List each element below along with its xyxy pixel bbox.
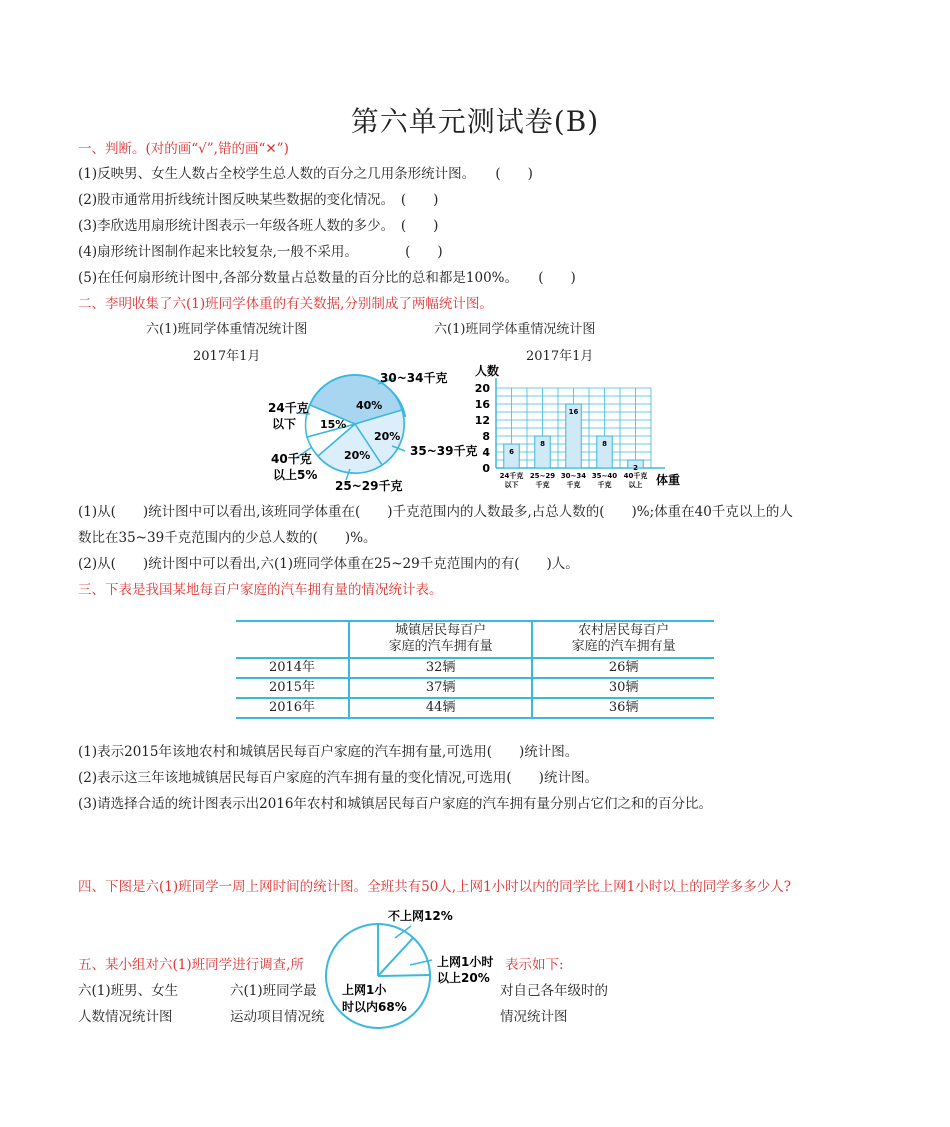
pie-label-30-34: 30~34千克 (380, 371, 448, 385)
internet-label-none: 不上网12% (388, 909, 453, 923)
section-3-heading: 三、下表是我国某地每百户家庭的汽车拥有量的情况统计表。 (78, 582, 443, 598)
s3-q2: (2)表示这三年该地城镇居民每百户家庭的汽车拥有量的变化情况,可选用( )统计图。 (78, 770, 598, 786)
bar-value-label: 6 (509, 448, 514, 456)
internet-label-over1-l2: 以上20% (437, 971, 490, 985)
table-row: 2014年 32辆 26辆 (236, 658, 714, 678)
bar-chart-date: 2017年1月 (526, 349, 594, 364)
section-5-heading-part1: 五、某小组对六(1)班同学进行调查,所 (78, 957, 304, 973)
internet-time-pie-chart (320, 900, 500, 1035)
pie-pct-40: 40% (356, 399, 383, 412)
pie-label-35-39: 35~39千克 (410, 444, 477, 458)
s5-chart2-caption-l2: 运动项目情况统 (230, 1009, 325, 1025)
weight-pie-chart (262, 362, 477, 497)
y-tick-label: 8 (482, 430, 490, 443)
table-header-rural: 农村居民每百户 家庭的汽车拥有量 (532, 620, 714, 658)
s5-chart1-caption-l2: 人数情况统计图 (78, 1009, 173, 1025)
y-tick-label: 4 (482, 446, 490, 459)
section-4-heading: 四、下图是六(1)班同学一周上网时间的统计图。全班共有50人,上网1小时以内的同学比上网1小时以上的同学多多少人? (78, 879, 792, 895)
s1-item-1: (1)反映男、女生人数占全校学生总人数的百分之几用条形统计图。 ( ) (78, 166, 533, 182)
page-title: 第六单元测试卷(B) (350, 105, 600, 138)
bar-value-label: 8 (602, 440, 607, 448)
internet-label-under1-l2: 时以内68% (342, 1000, 407, 1014)
x-tick-label: 35~40 (591, 472, 618, 480)
section-2-heading: 二、李明收集了六(1)班同学体重的有关数据,分别制成了两幅统计图。 (78, 296, 493, 312)
s2-q1-line2: 数比在35~39千克范围内的少总人数的( )%。 (78, 530, 377, 546)
bar-value-label: 16 (568, 408, 579, 416)
weight-bar-chart (460, 360, 690, 495)
bar-value-label: 8 (540, 440, 545, 448)
y-tick-label: 12 (474, 414, 490, 427)
y-tick-label: 16 (474, 398, 490, 411)
s1-item-3: (3)李欣选用扇形统计图表示一年级各班人数的多少。 ( ) (78, 218, 439, 234)
x-tick-label: 千克 (566, 481, 581, 489)
x-tick-label: 24千克 (499, 472, 524, 480)
s3-q3: (3)请选择合适的统计图表示出2016年农村和城镇居民每百户家庭的汽车拥有量分别占它们之和的百分比。 (78, 796, 712, 812)
bar-chart-title: 六(1)班同学体重情况统计图 (434, 322, 596, 337)
pie-label-under-24-l2: 以下 (272, 417, 297, 431)
pie-chart-date: 2017年1月 (193, 349, 261, 364)
x-tick-label: 千克 (535, 481, 550, 489)
table-row: 2016年 44辆 36辆 (236, 698, 714, 718)
y-tick-label: 20 (474, 382, 490, 395)
s2-q2: (2)从( )统计图中可以看出,六(1)班同学体重在25~29千克范围内的有( )人。 (78, 556, 579, 572)
pie-chart-title: 六(1)班同学体重情况统计图 (146, 322, 308, 337)
s5-chart1-caption-l1: 六(1)班男、女生 (78, 983, 179, 999)
pie-label-40-plus-l1: 40千克 (271, 452, 312, 466)
table-row: 2015年 37辆 30辆 (236, 678, 714, 698)
internet-label-over1-l1: 上网1小时 (437, 955, 494, 969)
x-tick-label: 以下 (504, 481, 519, 489)
pie-label-25-29: 25~29千克 (335, 479, 403, 493)
pie-pct-15: 15% (320, 418, 347, 431)
internet-label-under1-l1: 上网1小 (342, 983, 387, 997)
pie-label-40-plus-l2: 以上5% (273, 468, 318, 482)
x-tick-label: 30~34 (560, 472, 587, 480)
pie-label-under-24-l1: 24千克 (268, 401, 309, 415)
bar-xlabel: 体重 (656, 473, 681, 487)
s5-chart3-caption-l2: 情况统计图 (500, 1009, 568, 1025)
pie-pct-20b: 20% (344, 449, 371, 462)
table-header-blank (236, 620, 349, 658)
s2-q1-line1: (1)从( )统计图中可以看出,该班同学体重在( )千克范围内的人数最多,占总人数的( )%;体重在40千克以上的人 (78, 504, 793, 520)
s1-item-5: (5)在任何扇形统计图中,各部分数量占总数量的百分比的总和都是100%。 ( ) (78, 270, 576, 286)
car-ownership-table (236, 620, 714, 719)
table-header-town: 城镇居民每百户 家庭的汽车拥有量 (349, 620, 532, 658)
s1-item-4: (4)扇形统计图制作起来比较复杂,一般不采用。 ( ) (78, 244, 443, 260)
bar-value-label: 2 (633, 464, 638, 472)
x-tick-label: 以上 (628, 481, 643, 489)
pie-pct-20a: 20% (374, 430, 401, 443)
y-tick-label: 0 (482, 462, 490, 475)
s5-chart3-caption-l1: 对自己各年级时的 (500, 983, 608, 999)
s5-chart2-caption-l1: 六(1)班同学最 (230, 983, 317, 999)
s1-item-2: (2)股市通常用折线统计图反映某些数据的变化情况。 ( ) (78, 192, 439, 208)
x-tick-label: 25~29 (529, 472, 556, 480)
s3-q1: (1)表示2015年该地农村和城镇居民每百户家庭的汽车拥有量,可选用( )统计图。 (78, 744, 579, 760)
section-1-heading: 一、判断。(对的画“√”,错的画“✕”) (78, 141, 289, 157)
x-tick-label: 千克 (597, 481, 612, 489)
bar-ylabel: 人数 (475, 364, 500, 378)
section-5-heading-part2: 表示如下: (505, 957, 564, 973)
x-tick-label: 40千克 (623, 472, 648, 480)
